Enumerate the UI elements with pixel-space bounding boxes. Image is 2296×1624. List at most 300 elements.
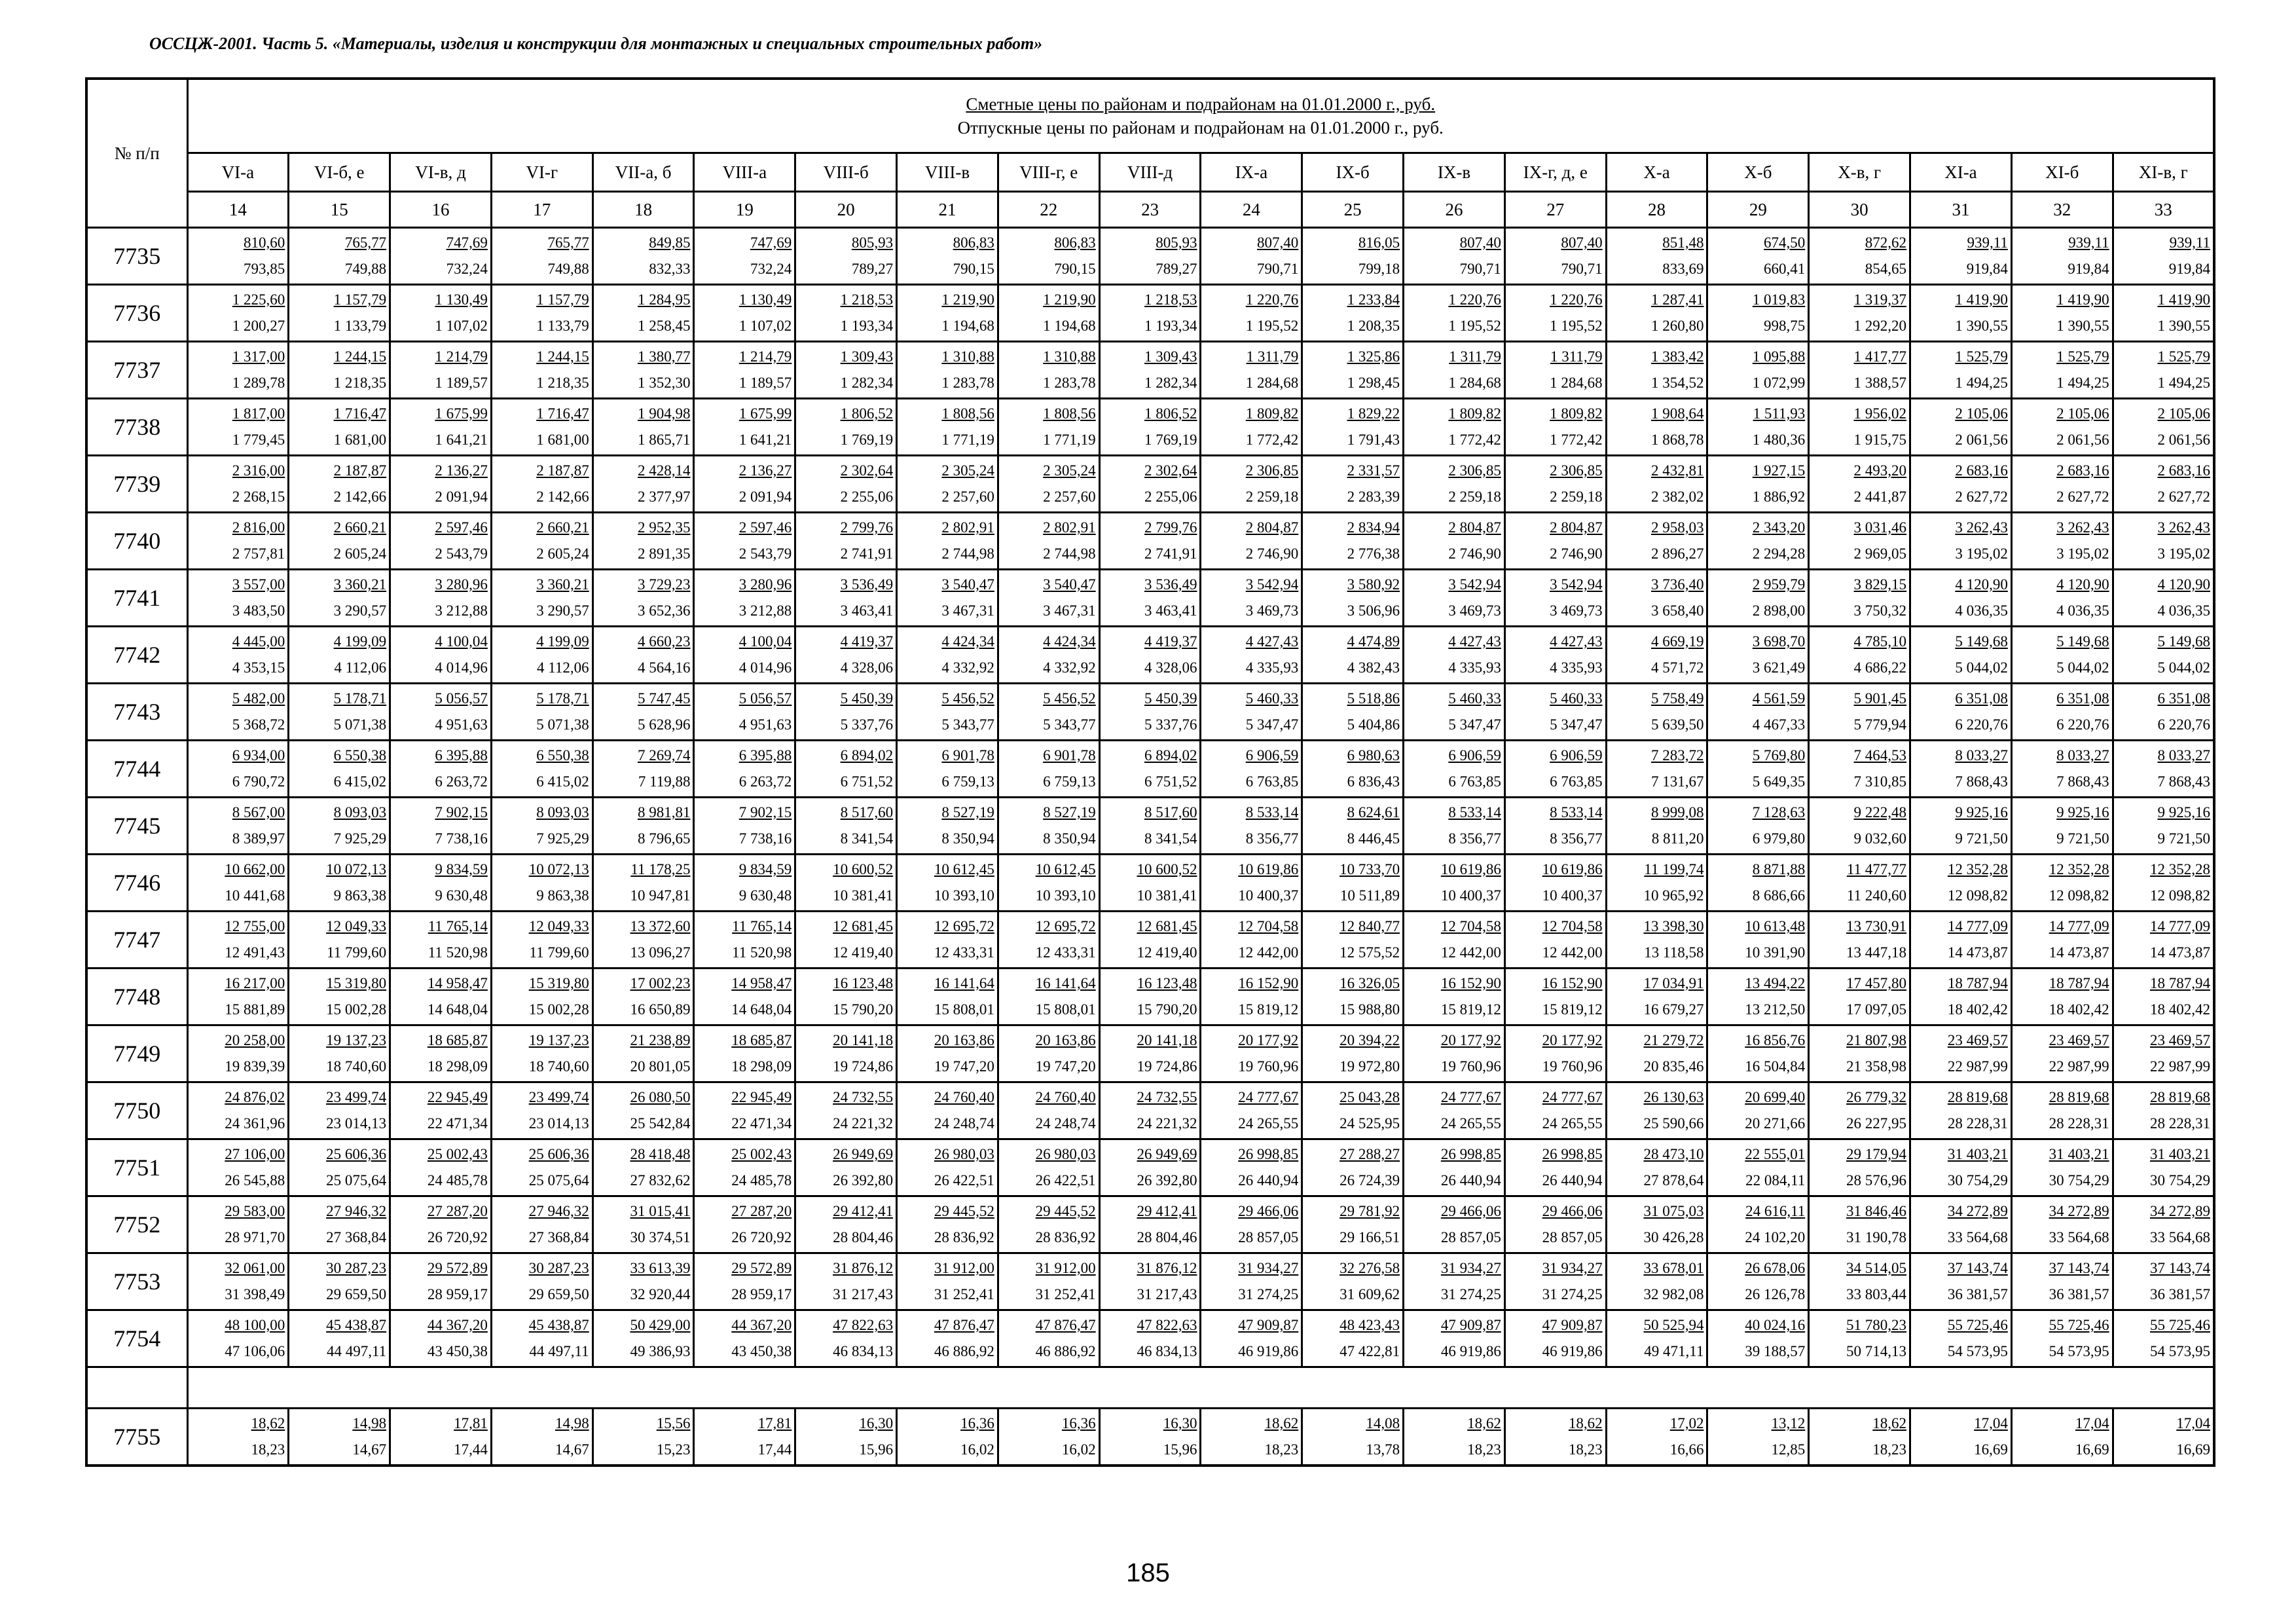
estimated-price: 8 033,27 — [2157, 747, 2210, 764]
release-price: 1 494,25 — [2056, 375, 2109, 391]
price-cell — [1707, 1025, 1809, 1082]
estimated-price: 8 093,03 — [333, 804, 387, 821]
estimated-price: 24 760,40 — [934, 1089, 994, 1105]
row-number: 7752 — [86, 1196, 187, 1253]
price-cell — [1099, 1196, 1201, 1253]
estimated-price: 1 808,56 — [941, 405, 994, 422]
price-cell — [795, 513, 897, 570]
release-price: 36 381,57 — [1947, 1286, 2008, 1302]
price-cell — [998, 1310, 1099, 1367]
price-cell — [390, 969, 492, 1025]
release-price: 1 292,20 — [1853, 318, 1907, 334]
table-row — [86, 228, 2214, 285]
price-cell — [1707, 855, 1809, 912]
release-price: 12 491,43 — [225, 944, 285, 961]
price-cell — [1606, 684, 1707, 741]
price-cell — [1606, 855, 1707, 912]
price-cell — [1809, 1253, 1910, 1310]
price-cell — [187, 228, 289, 285]
release-price: 30 754,29 — [2149, 1172, 2210, 1189]
release-price: 19 747,20 — [1035, 1058, 1096, 1075]
price-cell — [2011, 1139, 2113, 1196]
release-price: 14 473,87 — [2149, 944, 2210, 961]
release-price: 2 741,91 — [1144, 545, 1197, 562]
estimated-price: 8 533,14 — [1448, 804, 1501, 821]
page-number: 185 — [1126, 1559, 1170, 1587]
column-number-row — [86, 192, 2214, 228]
price-cell — [1910, 912, 2012, 969]
price-cell — [390, 912, 492, 969]
estimated-price: 25 002,43 — [731, 1146, 792, 1162]
estimated-price: 27 946,32 — [528, 1203, 589, 1219]
estimated-price: 12 352,28 — [1947, 861, 2008, 877]
release-price: 33 564,68 — [2149, 1229, 2210, 1246]
price-cell — [795, 1082, 897, 1139]
estimated-price: 2 683,16 — [1955, 462, 2008, 479]
estimated-price: 8 871,88 — [1752, 861, 1806, 877]
release-price: 2 142,66 — [536, 489, 589, 505]
estimated-price: 5 758,49 — [1650, 690, 1704, 707]
release-price: 18,23 — [1467, 1441, 1501, 1458]
release-price: 5 343,77 — [1043, 716, 1096, 733]
estimated-price: 4 660,23 — [637, 633, 691, 650]
release-price: 2 257,60 — [941, 489, 994, 505]
estimated-price: 22 945,49 — [427, 1089, 488, 1105]
price-cell — [1404, 1082, 1505, 1139]
release-price: 11 799,60 — [529, 944, 589, 961]
release-price: 8 356,77 — [1448, 830, 1501, 847]
release-price: 31 274,25 — [1238, 1286, 1299, 1302]
estimated-price: 29 572,89 — [731, 1260, 792, 1276]
price-cell — [998, 969, 1099, 1025]
price-cell — [694, 627, 795, 684]
price-cell — [2011, 1196, 2113, 1253]
estimated-price: 2 305,24 — [941, 462, 994, 479]
column-number: 31 — [1910, 192, 2012, 228]
estimated-price: 20 177,92 — [1542, 1032, 1603, 1048]
estimated-price: 9 925,16 — [2157, 804, 2210, 821]
release-price: 2 382,02 — [1650, 489, 1704, 505]
release-price: 1 772,42 — [1448, 432, 1501, 448]
estimated-price: 2 683,16 — [2157, 462, 2210, 479]
release-price: 14 473,87 — [1947, 944, 2008, 961]
column-number: 15 — [289, 192, 390, 228]
release-price: 10 393,10 — [934, 887, 994, 904]
release-price: 4 332,92 — [941, 659, 994, 676]
price-cell — [1404, 1196, 1505, 1253]
release-price: 4 335,93 — [1550, 659, 1603, 676]
price-cell — [187, 1310, 289, 1367]
price-cell — [1606, 342, 1707, 399]
price-cell — [491, 969, 592, 1025]
price-cell — [795, 1025, 897, 1082]
price-cell — [2011, 1025, 2113, 1082]
price-cell — [1606, 1253, 1707, 1310]
estimated-price: 10 600,52 — [833, 861, 894, 877]
release-price: 36 381,57 — [2149, 1286, 2210, 1302]
release-price: 26 126,78 — [1745, 1286, 1806, 1302]
release-price: 30 374,51 — [630, 1229, 691, 1246]
estimated-price: 10 619,86 — [1440, 861, 1501, 877]
release-price: 3 467,31 — [1043, 602, 1096, 619]
estimated-price: 16,30 — [859, 1415, 894, 1431]
price-cell — [1099, 1310, 1201, 1367]
price-cell — [1606, 285, 1707, 342]
estimated-price: 17 034,91 — [1643, 975, 1704, 991]
price-cell — [491, 684, 592, 741]
estimated-price: 26 998,85 — [1440, 1146, 1501, 1162]
price-cell — [592, 969, 694, 1025]
price-cell — [1302, 285, 1404, 342]
estimated-price: 2 683,16 — [2056, 462, 2109, 479]
release-price: 2 746,90 — [1245, 545, 1299, 562]
estimated-price: 23 469,57 — [2149, 1032, 2210, 1048]
price-cell — [187, 1253, 289, 1310]
price-cell — [1910, 1139, 2012, 1196]
price-cell — [2113, 1310, 2214, 1367]
estimated-price: 2 306,85 — [1245, 462, 1299, 479]
release-price: 5 044,02 — [2157, 659, 2210, 676]
estimated-price: 1 809,82 — [1245, 405, 1299, 422]
table-row — [86, 1253, 2214, 1310]
release-price: 4 951,63 — [738, 716, 792, 733]
price-cell — [1201, 570, 1302, 627]
estimated-price: 26 949,69 — [1137, 1146, 1197, 1162]
price-cell — [1099, 1139, 1201, 1196]
price-cell — [390, 1139, 492, 1196]
release-price: 10 965,92 — [1643, 887, 1704, 904]
release-price: 8 389,97 — [232, 830, 285, 847]
price-cell — [1099, 456, 1201, 513]
region-header: IX-а — [1201, 153, 1302, 192]
estimated-price: 13,12 — [1771, 1415, 1806, 1431]
price-cell — [390, 627, 492, 684]
estimated-price: 8 033,27 — [1955, 747, 2008, 764]
region-header: VI-б, е — [289, 153, 390, 192]
release-price: 6 263,72 — [738, 773, 792, 790]
estimated-price: 37 143,74 — [2049, 1260, 2109, 1276]
estimated-price: 7 902,15 — [435, 804, 488, 821]
release-price: 1 218,35 — [333, 375, 387, 391]
estimated-price: 16 152,90 — [1238, 975, 1299, 991]
release-price: 2 627,72 — [2056, 489, 2109, 505]
separator-cell — [86, 1367, 187, 1409]
estimated-price: 5 460,33 — [1448, 690, 1501, 707]
estimated-price: 4 785,10 — [1853, 633, 1907, 650]
estimated-price: 2 432,81 — [1650, 462, 1704, 479]
price-cell — [2011, 855, 2113, 912]
price-cell — [1809, 627, 1910, 684]
estimated-price: 47 822,63 — [833, 1317, 894, 1333]
estimated-price: 16 152,90 — [1542, 975, 1603, 991]
release-price: 2 257,60 — [1043, 489, 1096, 505]
price-cell — [998, 684, 1099, 741]
table-row — [86, 513, 2214, 570]
estimated-price: 2 187,87 — [536, 462, 589, 479]
release-price: 7 738,16 — [738, 830, 792, 847]
price-cell — [491, 228, 592, 285]
estimated-price: 18 685,87 — [427, 1032, 488, 1048]
estimated-price: 15 319,80 — [326, 975, 387, 991]
estimated-price: 30 287,23 — [528, 1260, 589, 1276]
price-cell — [1809, 969, 1910, 1025]
estimated-price: 9 925,16 — [1955, 804, 2008, 821]
release-price: 7 310,85 — [1853, 773, 1907, 790]
estimated-price: 3 729,23 — [637, 576, 691, 593]
price-cell — [897, 1409, 998, 1466]
estimated-price: 6 395,88 — [435, 747, 488, 764]
estimated-price: 23 499,74 — [326, 1089, 387, 1105]
estimated-price: 3 280,96 — [435, 576, 488, 593]
np-header: № п/п — [86, 79, 187, 228]
estimated-price: 3 536,49 — [840, 576, 894, 593]
column-number: 24 — [1201, 192, 1302, 228]
estimated-price: 2 802,91 — [1043, 519, 1096, 536]
release-price: 14,67 — [352, 1441, 387, 1458]
price-cell — [1302, 228, 1404, 285]
release-price: 2 898,00 — [1752, 602, 1806, 619]
estimated-price: 27 288,27 — [1339, 1146, 1400, 1162]
release-price: 1 195,52 — [1245, 318, 1299, 334]
release-price: 11 520,98 — [428, 944, 488, 961]
release-price: 11 799,60 — [326, 944, 387, 961]
estimated-price: 5 747,45 — [637, 690, 691, 707]
release-price: 6 759,13 — [941, 773, 994, 790]
release-price: 13,78 — [1366, 1441, 1400, 1458]
price-cell — [2011, 456, 2113, 513]
estimated-price: 807,40 — [1561, 234, 1603, 251]
estimated-price: 26 080,50 — [630, 1089, 691, 1105]
price-cell — [390, 570, 492, 627]
estimated-price: 3 736,40 — [1650, 576, 1704, 593]
price-cell — [187, 627, 289, 684]
price-cell — [1606, 969, 1707, 1025]
estimated-price: 47 909,87 — [1542, 1317, 1603, 1333]
release-price: 24 221,32 — [1137, 1115, 1197, 1132]
estimated-price: 24 777,67 — [1238, 1089, 1299, 1105]
price-cell — [1201, 1310, 1302, 1367]
estimated-price: 5 178,71 — [333, 690, 387, 707]
price-cell — [1809, 342, 1910, 399]
release-price: 19 747,20 — [934, 1058, 994, 1075]
release-price: 6 263,72 — [435, 773, 488, 790]
release-price: 2 441,87 — [1853, 489, 1907, 505]
release-price: 46 919,86 — [1238, 1343, 1299, 1359]
release-price: 4 112,06 — [537, 659, 589, 676]
estimated-price: 1 019,83 — [1752, 291, 1806, 308]
release-price: 1 352,30 — [637, 375, 691, 391]
release-price: 1 194,68 — [1043, 318, 1096, 334]
price-cell — [795, 1310, 897, 1367]
price-cell — [1707, 228, 1809, 285]
region-header: IX-в — [1404, 153, 1505, 192]
price-cell — [2113, 969, 2214, 1025]
release-price: 24 248,74 — [934, 1115, 994, 1132]
price-cell — [390, 798, 492, 855]
estimated-price: 17,81 — [757, 1415, 792, 1431]
estimated-price: 17,02 — [1669, 1415, 1704, 1431]
estimated-price: 1 287,41 — [1650, 291, 1704, 308]
estimated-price: 48 423,43 — [1339, 1317, 1400, 1333]
estimated-price: 1 806,52 — [840, 405, 894, 422]
estimated-price: 1 311,79 — [1449, 348, 1501, 365]
release-price: 15 819,12 — [1542, 1001, 1603, 1018]
price-cell — [491, 1253, 592, 1310]
release-price: 2 969,05 — [1853, 545, 1907, 562]
price-cell — [1606, 798, 1707, 855]
price-table — [85, 77, 2215, 1467]
region-header: X-в, г — [1809, 153, 1910, 192]
estimated-price: 1 525,79 — [2056, 348, 2109, 365]
column-number: 14 — [187, 192, 289, 228]
release-price: 10 441,68 — [225, 887, 285, 904]
estimated-price: 17 002,23 — [630, 975, 691, 991]
price-cell — [187, 1139, 289, 1196]
estimated-price: 17 457,80 — [1846, 975, 1907, 991]
estimated-price: 10 072,13 — [326, 861, 387, 877]
release-price: 9 630,48 — [738, 887, 792, 904]
price-cell — [491, 855, 592, 912]
price-cell — [998, 1409, 1099, 1466]
release-price: 11 240,60 — [1846, 887, 1907, 904]
release-price: 1 200,27 — [232, 318, 285, 334]
release-price: 8 796,65 — [637, 830, 691, 847]
estimated-price: 29 466,06 — [1238, 1203, 1299, 1219]
price-cell — [1504, 1025, 1606, 1082]
release-price: 15,96 — [859, 1441, 894, 1458]
estimated-price: 1 157,79 — [333, 291, 387, 308]
estimated-price: 1 130,49 — [435, 291, 488, 308]
estimated-price: 4 427,43 — [1550, 633, 1603, 650]
price-cell — [1809, 513, 1910, 570]
price-cell — [2011, 228, 2113, 285]
release-price: 1 769,19 — [840, 432, 894, 448]
price-cell — [897, 1139, 998, 1196]
price-cell — [2113, 627, 2214, 684]
estimated-price: 2 302,64 — [1144, 462, 1197, 479]
release-price: 46 886,92 — [934, 1343, 994, 1359]
price-cell — [390, 456, 492, 513]
release-price: 24 265,55 — [1440, 1115, 1501, 1132]
release-price: 28 228,31 — [2149, 1115, 2210, 1132]
estimated-price: 1 284,95 — [637, 291, 691, 308]
table-row — [86, 1139, 2214, 1196]
estimated-price: 1 904,98 — [637, 405, 691, 422]
release-price: 39 188,57 — [1745, 1343, 1806, 1359]
release-price: 2 091,94 — [435, 489, 488, 505]
release-price: 1 283,78 — [941, 375, 994, 391]
estimated-price: 2 804,87 — [1245, 519, 1299, 536]
estimated-price: 2 799,76 — [1144, 519, 1197, 536]
estimated-price: 10 613,48 — [1745, 918, 1806, 934]
price-cell — [289, 798, 390, 855]
estimated-price: 20 177,92 — [1238, 1032, 1299, 1048]
release-price: 3 212,88 — [738, 602, 792, 619]
price-cell — [1201, 912, 1302, 969]
release-price: 19 760,96 — [1238, 1058, 1299, 1075]
estimated-price: 2 428,14 — [637, 462, 691, 479]
release-price: 17,44 — [757, 1441, 792, 1458]
price-cell — [289, 399, 390, 456]
price-cell — [289, 1253, 390, 1310]
estimated-price: 10 662,00 — [225, 861, 285, 877]
release-price: 31 190,78 — [1846, 1229, 1907, 1246]
price-cell — [2113, 513, 2214, 570]
release-price: 6 763,85 — [1550, 773, 1603, 790]
price-cell — [1504, 969, 1606, 1025]
price-cell — [1504, 570, 1606, 627]
estimated-price: 8 981,81 — [637, 804, 691, 821]
price-cell — [289, 342, 390, 399]
price-cell — [289, 228, 390, 285]
price-cell — [1809, 1409, 1910, 1466]
release-price: 7 925,29 — [536, 830, 589, 847]
estimated-price: 18,62 — [1872, 1415, 1907, 1431]
release-price: 5 347,47 — [1245, 716, 1299, 733]
price-cell — [491, 1082, 592, 1139]
release-price: 28 576,96 — [1846, 1172, 1907, 1189]
price-cell — [491, 1025, 592, 1082]
estimated-price: 3 262,43 — [1955, 519, 2008, 536]
release-price: 18 402,42 — [2149, 1001, 2210, 1018]
release-price: 15 988,80 — [1339, 1001, 1400, 1018]
release-price: 15 819,12 — [1440, 1001, 1501, 1018]
estimated-price: 4 199,09 — [536, 633, 589, 650]
release-price: 1 133,79 — [536, 318, 589, 334]
release-price: 6 790,72 — [232, 773, 285, 790]
price-cell — [795, 399, 897, 456]
release-price: 6 751,52 — [1144, 773, 1197, 790]
estimated-price: 12 049,33 — [326, 918, 387, 934]
estimated-price: 8 533,14 — [1550, 804, 1603, 821]
release-price: 4 571,72 — [1650, 659, 1704, 676]
price-cell — [491, 513, 592, 570]
price-cell — [795, 228, 897, 285]
price-cell — [897, 513, 998, 570]
estimated-price: 10 619,86 — [1542, 861, 1603, 877]
price-cell — [795, 456, 897, 513]
estimated-price: 48 100,00 — [225, 1317, 285, 1333]
release-price: 27 368,84 — [528, 1229, 589, 1246]
price-cell — [390, 342, 492, 399]
price-cell — [795, 741, 897, 798]
estimated-price: 1 309,43 — [840, 348, 894, 365]
estimated-price: 1 319,37 — [1853, 291, 1907, 308]
release-price: 4 036,35 — [2056, 602, 2109, 619]
price-cell — [2113, 342, 2214, 399]
estimated-price: 50 525,94 — [1643, 1317, 1704, 1333]
estimated-price: 2 136,27 — [435, 462, 488, 479]
release-price: 1 641,21 — [738, 432, 792, 448]
price-cell — [1606, 1310, 1707, 1367]
price-cell — [1201, 684, 1302, 741]
release-price: 3 212,88 — [435, 602, 488, 619]
estimated-price: 31 015,41 — [630, 1203, 691, 1219]
price-cell — [1504, 1310, 1606, 1367]
price-cell — [1707, 1310, 1809, 1367]
release-price: 1 681,00 — [536, 432, 589, 448]
column-number: 21 — [897, 192, 998, 228]
release-price: 20 801,05 — [630, 1058, 691, 1075]
estimated-price: 20 394,22 — [1339, 1032, 1400, 1048]
estimated-price: 2 959,79 — [1752, 576, 1806, 593]
release-price: 5 044,02 — [2056, 659, 2109, 676]
estimated-price: 13 398,30 — [1643, 918, 1704, 934]
estimated-price: 27 946,32 — [326, 1203, 387, 1219]
release-price: 24 265,55 — [1542, 1115, 1603, 1132]
estimated-price: 9 834,59 — [738, 861, 792, 877]
price-cell — [592, 1310, 694, 1367]
